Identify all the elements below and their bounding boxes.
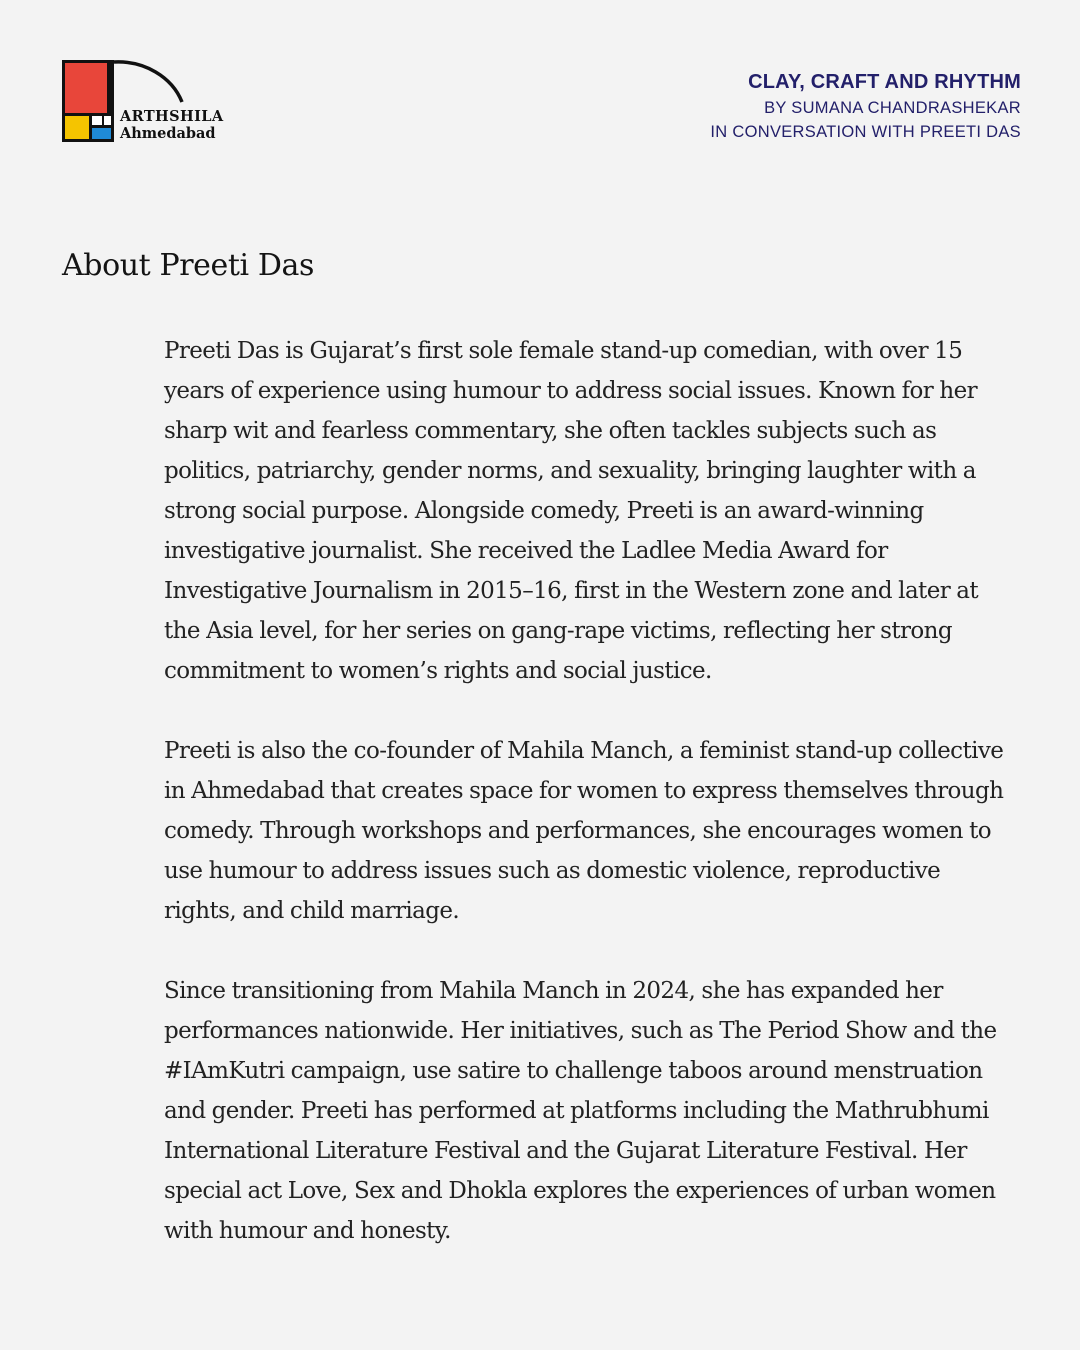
event-title: CLAY, CRAFT AND RHYTHM [748,71,1021,93]
bio-paragraph-3: Since transitioning from Mahila Manch in 2024, she has expanded her performances nationwide. Her initiatives, such as The Period Show and the #IAmKutri campaign, use satire to challenge taboos around menstruation and gender. Preeti has performed at platforms including the Mathrubhumi International Literature Festival and the Gujarat Literature Festival. Her special act Love, Sex and Dhokla explores the experiences of urban women with humour and honesty. [164,978,997,1244]
arthshila-logo [62,60,232,144]
page-heading: About Preeti Das [62,248,314,283]
event-conversation: IN CONVERSATION WITH PREETI DAS [710,123,1021,141]
logo-name: ARTHSHILA [120,108,224,125]
logo-text [120,108,224,142]
bio-paragraph-2: Preeti is also the co-founder of Mahila Manch, a feminist stand-up collective in Ahmedabad that creates space for women to express themselves through comedy. Through workshops and performances, she encourages women to use humour to address issues such as domestic violence, reproductive rights, and child marriage. [164,738,1004,924]
event-info [710,68,1021,144]
bio-text [164,331,1010,1291]
bio-paragraph-1: Preeti Das is Gujarat’s first sole female stand-up comedian, with over 15 years of experience using humour to address social issues. Known for her sharp wit and fearless commentary, she often tackles subjects such as politics, patriarchy, gender norms, and sexuality, bringing laughter with a strong social purpose. Alongside comedy, Preeti is an award-winning investigative journalist. She received the Ladlee Media Award for Investigative Journalism in 2015–16, first in the Western zone and later at the Asia level, for her series on gang-rape victims, reflecting her strong commitment to women’s rights and social justice. [164,338,979,684]
event-byline: BY SUMANA CHANDRASHEKAR [764,99,1021,117]
logo-city: Ahmedabad [120,125,216,142]
